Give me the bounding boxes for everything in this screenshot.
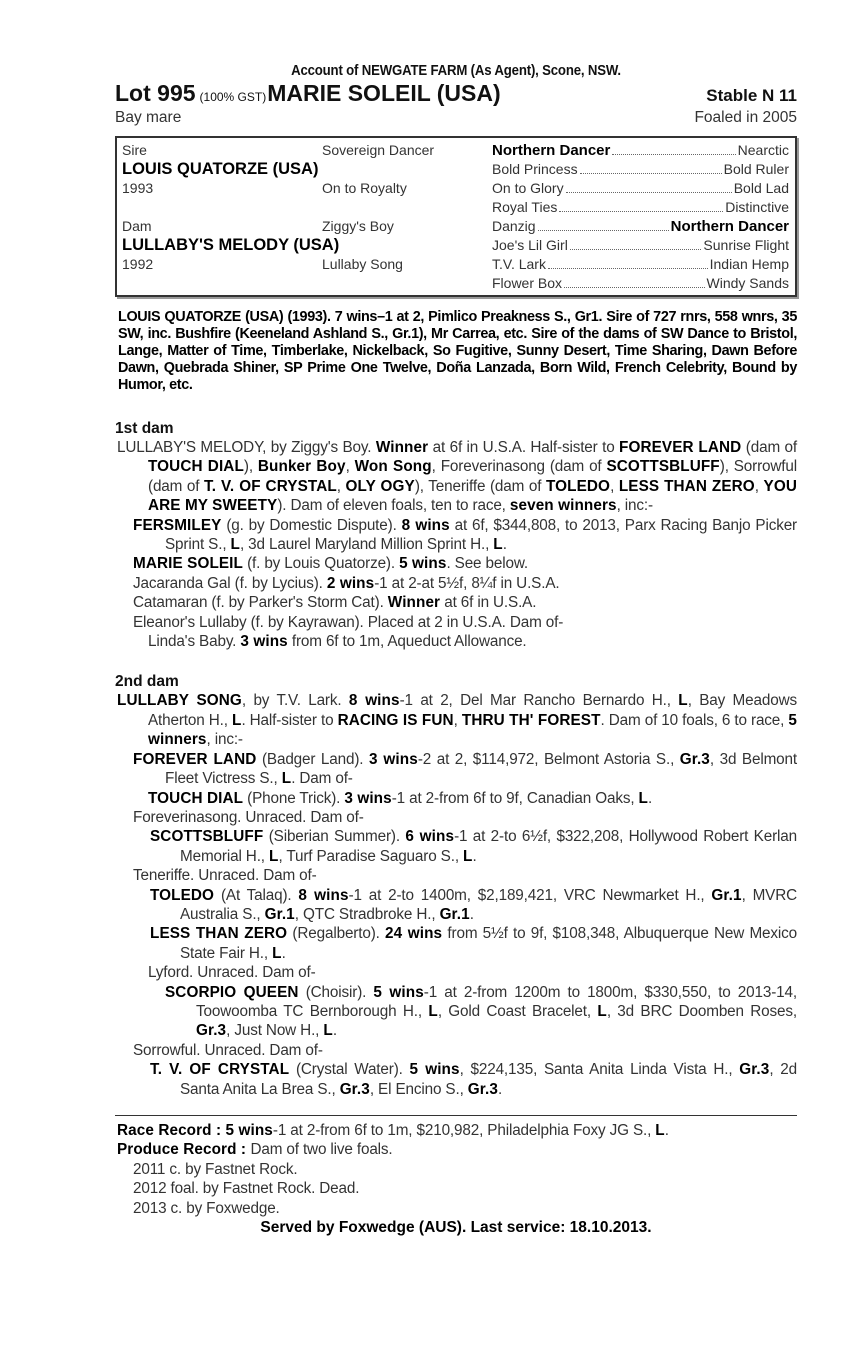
ancestor-row <box>492 274 789 293</box>
bold-run: 5 wins <box>225 1122 273 1139</box>
text-run: . <box>332 1022 337 1040</box>
bold-run: 5 wins <box>399 555 447 573</box>
foaled-year: Foaled in 2005 <box>694 109 797 126</box>
bold-run: LESS THAN ZERO <box>618 477 755 495</box>
ancestor-sire: Bold Lad <box>733 180 789 196</box>
bold-run: 8 wins <box>348 692 400 710</box>
text-run: -1 at 2-from 6f to 1m, $210,982, Philadelphia Foxy JG S., <box>272 1122 656 1139</box>
text-paragraph <box>115 438 797 516</box>
bold-run: Winner <box>375 439 429 456</box>
text-run: (Choisir). <box>298 983 374 1001</box>
bold-run: L <box>428 1002 438 1020</box>
text-run: Eleanor's Lullaby (f. by Kayrawan). Placed at 2 in U.S.A. Dam of- <box>133 613 564 631</box>
text-run: . <box>469 905 474 923</box>
bold-run: L <box>678 692 688 710</box>
text-paragraph <box>115 808 797 827</box>
text-run: (Siberian Summer). <box>263 828 406 846</box>
text-run: . See below. <box>446 555 528 573</box>
bold-run: MARIE SOLEIL <box>133 555 243 573</box>
pedigree-ancestors <box>492 141 789 293</box>
text-run: (f. by Louis Quatorze). <box>242 555 400 573</box>
lot-number: Lot 995 <box>115 80 196 106</box>
pedigree-row <box>122 217 492 236</box>
text-paragraph <box>115 574 797 593</box>
dot-leader <box>612 141 735 155</box>
pedigree-label <box>122 198 322 217</box>
bold-run: TOLEDO <box>150 886 215 904</box>
text-run: , 3d Belmont Fleet Victress S., <box>165 750 797 788</box>
bold-run: L <box>269 847 279 865</box>
bold-run: 3 wins <box>240 633 288 651</box>
pedigree-row <box>122 198 492 217</box>
bold-run: SCOTTSBLUFF <box>606 458 720 476</box>
text-paragraph <box>115 1199 797 1218</box>
bold-run: 5 wins <box>409 1061 460 1079</box>
ancestor-sire: Sunrise Flight <box>703 237 789 253</box>
bold-run: T. V. OF CRYSTAL <box>150 1061 290 1079</box>
text-run: Dam of two live foals. <box>250 1141 393 1159</box>
vendor-account: Account of NEWGATE FARM (As Agent), Scone, NSW. <box>291 62 621 79</box>
dot-leader <box>580 160 722 174</box>
ancestor: Danzig <box>492 218 536 234</box>
text-run: -1 at 2-from 1200m to 1800m, $330,550, to 2013-14, Toowoomba TC Bernborough H., <box>196 983 797 1020</box>
text-run: (Regalberto). <box>287 925 386 943</box>
text-paragraph <box>115 1121 797 1140</box>
bold-run: Gr.3 <box>467 1080 498 1098</box>
bold-run: 6 wins <box>405 828 455 846</box>
text-run: , <box>453 711 462 729</box>
bold-run: L <box>493 536 503 554</box>
text-run: (dam of <box>741 439 797 456</box>
text-run: , 3d Laurel Maryland Million Sprint H., <box>239 536 494 554</box>
bold-run: 5 winners <box>148 711 797 749</box>
text-run: -1 at 2-to 1400m, $2,189,421, VRC Newmarket H., <box>348 886 712 904</box>
ancestor-row <box>492 160 789 179</box>
text-paragraph <box>115 866 797 885</box>
text-run: Linda's Baby. <box>148 633 241 651</box>
bold-run: L <box>597 1002 607 1020</box>
bold-run: Gr.1 <box>711 886 742 904</box>
text-run: -2 at 2, $114,972, Belmont Astoria S., <box>417 750 680 768</box>
bold-run: 3 wins <box>344 789 392 807</box>
text-run: , inc:- <box>616 497 653 515</box>
text-run: , QTC Stradbroke H., <box>294 905 440 923</box>
catalogue-page <box>115 62 797 1237</box>
bold-run: L <box>272 944 282 962</box>
text-paragraph <box>115 1160 797 1179</box>
text-run: Foreverinasong. Unraced. Dam of- <box>133 808 364 826</box>
ancestor-sire: Distinctive <box>725 199 789 215</box>
ancestor-row <box>492 141 789 160</box>
text-run: . <box>472 847 477 865</box>
bold-run: THRU TH' FOREST <box>461 711 601 729</box>
text-run: . Dam of- <box>291 770 353 788</box>
bold-run: T. V. OF CRYSTAL <box>204 477 337 495</box>
pedigree-row <box>122 179 492 198</box>
bold-run: SCORPIO QUEEN <box>165 983 299 1001</box>
pedigree-row <box>122 274 492 293</box>
dot-leader <box>570 236 702 250</box>
bold-run: L <box>655 1122 665 1139</box>
text-paragraph <box>115 1140 797 1159</box>
ancestor: Joe's Lil Girl <box>492 237 568 253</box>
text-paragraph <box>115 1041 797 1060</box>
bold-run: Gr.3 <box>339 1080 370 1098</box>
ancestor-row <box>492 198 789 217</box>
text-run: ), Teneriffe (dam of <box>414 477 546 495</box>
text-run: 2011 c. by Fastnet Rock. <box>133 1160 298 1178</box>
text-run: , inc:- <box>206 731 243 749</box>
ancestor-sire: Nearctic <box>737 142 789 158</box>
bold-run: LESS THAN ZERO <box>150 925 288 943</box>
text-run: (g. by Domestic Dispute). <box>221 516 402 534</box>
text-paragraph <box>115 1179 797 1198</box>
ancestor-row <box>492 179 789 198</box>
bold-run: 24 wins <box>385 925 443 943</box>
records-section <box>115 1121 797 1218</box>
text-paragraph <box>115 632 797 651</box>
text-run: (Crystal Water). <box>289 1061 410 1079</box>
bold-run: 8 wins <box>401 516 450 534</box>
first-dam-section <box>115 438 797 651</box>
text-paragraph <box>115 886 797 925</box>
pedigree-table <box>115 136 797 297</box>
text-run: ), Sorrowful (dam of <box>148 458 798 495</box>
served-note: Served by Foxwedge (AUS). Last service: 18.10.2013. <box>260 1219 652 1237</box>
bold-run: FOREVER LAND <box>619 439 742 456</box>
horse-details <box>115 109 797 127</box>
bold-run: TOLEDO <box>546 477 611 495</box>
text-run: ), <box>243 458 258 476</box>
text-run: , by T.V. Lark. <box>241 692 349 710</box>
text-run: Catamaran (f. by Parker's Storm Cat). <box>133 594 388 612</box>
bold-run: OLY OGY <box>345 477 415 495</box>
text-run: . Dam of 10 foals, 6 to race, <box>600 711 789 729</box>
pedigree-row <box>122 160 492 179</box>
text-run: LULLABY'S MELODY, by Ziggy's Boy. <box>117 439 376 456</box>
dot-leader <box>566 179 732 193</box>
bold-run: Race Record : <box>117 1122 226 1139</box>
bold-run: LULLABY SONG <box>117 692 242 710</box>
text-paragraph <box>115 983 797 1041</box>
pedigree-label: Dam <box>122 218 152 234</box>
text-paragraph <box>115 1060 797 1099</box>
ancestor: Royal Ties <box>492 199 558 215</box>
bold-run: 8 wins <box>298 886 349 904</box>
dot-leader <box>559 198 723 212</box>
text-run: Jacaranda Gal (f. by Lycius). <box>133 574 327 592</box>
text-run: . <box>497 1080 503 1098</box>
text-run: at 6f, $344,808, to 2013, Parx Racing Banjo Picker Sprint S., <box>165 516 797 554</box>
text-run: , El Encino S., <box>369 1080 468 1098</box>
bold-run: Winner <box>387 594 441 612</box>
ancestor: Bold Princess <box>492 161 578 177</box>
text-run: . <box>664 1122 669 1139</box>
bold-run: Gr.3 <box>196 1022 227 1040</box>
second-dam-heading: 2nd dam <box>115 673 179 691</box>
bold-run: Gr.3 <box>679 750 710 768</box>
bold-run: Gr.1 <box>439 905 470 923</box>
text-paragraph <box>115 516 797 555</box>
text-paragraph <box>115 593 797 612</box>
divider <box>115 1115 797 1116</box>
ancestor: Northern Dancer <box>492 142 611 159</box>
sire-summary: LOUIS QUATORZE (USA) (1993). 7 wins–1 at 2, Pimlico Preakness S., Gr1. Sire of 727 rnrs, 558 wnrs, 35 SW, inc. Bushfire (Keeneland Ashland S., Gr.1), Mr Carrea, etc. Sire of the dams of SW Dance to Bristol, Lange, Matter of Time, Timberlake, Nickelback, So Fugitive, Sunny Desert, Time Sharing, Dawn Before Dawn, Quebrada Shiner, SP Prime One Twelve, Doña Lanzada, Born Wild, French Celebrity, Bound by Humor, etc. <box>118 309 797 393</box>
text-run: , Just Now H., <box>226 1022 324 1040</box>
bold-run: Won Song <box>354 458 432 476</box>
pedigree-label: LOUIS QUATORZE (USA) <box>122 160 319 178</box>
text-run: . <box>648 789 653 807</box>
text-run: , Gold Coast Bracelet, <box>437 1002 598 1020</box>
text-run: -1 at 2, Del Mar Rancho Bernardo H., <box>399 692 679 710</box>
ancestor-row <box>492 217 789 236</box>
bold-run: L <box>231 711 242 729</box>
text-run: , <box>345 458 355 476</box>
bold-run: Gr.3 <box>739 1061 770 1079</box>
bold-run: L <box>638 789 648 807</box>
text-run: , <box>610 477 619 495</box>
pedigree-label: 1993 <box>122 180 154 196</box>
text-run: at 6f in U.S.A. Half-sister to <box>428 439 620 456</box>
lot-line <box>115 80 797 108</box>
text-run: -1 at 2-at 5½f, 8¼f in U.S.A. <box>374 574 560 592</box>
text-run: , <box>754 477 764 495</box>
bold-run: L <box>281 770 292 788</box>
text-run: Sorrowful. Unraced. Dam of- <box>133 1041 323 1059</box>
dot-leader <box>538 217 669 231</box>
text-run: (Phone Trick). <box>243 789 345 807</box>
bold-run: FERSMILEY <box>133 516 222 534</box>
text-run: , <box>336 477 346 495</box>
horse-name: MARIE SOLEIL (USA) <box>267 80 501 106</box>
text-run: , 3d BRC Doomben Roses, <box>606 1002 797 1020</box>
bold-run: L <box>230 536 240 554</box>
text-run: . Half-sister to <box>241 711 338 729</box>
pedigree-row <box>122 141 492 160</box>
bold-run: Gr.1 <box>264 905 295 923</box>
pedigree-label: Sire <box>122 142 147 158</box>
ancestor-sire: Bold Ruler <box>723 161 789 177</box>
pedigree-label: LULLABY'S MELODY (USA) <box>122 236 340 254</box>
bold-run: 2 wins <box>326 574 375 592</box>
ancestor-sire: Indian Hemp <box>709 256 789 272</box>
first-dam-heading: 1st dam <box>115 420 174 437</box>
pedigree-row <box>122 255 492 274</box>
text-paragraph <box>115 789 797 808</box>
text-run: ). Dam of eleven foals, ten to race, <box>277 497 510 515</box>
text-run: 2012 foal. by Fastnet Rock. Dead. <box>133 1180 360 1198</box>
bold-run: L <box>323 1022 333 1040</box>
bold-run: L <box>463 847 473 865</box>
ancestor-row <box>492 255 789 274</box>
text-paragraph <box>115 554 797 573</box>
pedigree-grandparent: Ziggy's Boy <box>322 218 394 234</box>
text-paragraph <box>115 613 797 632</box>
bold-run: Produce Record : <box>117 1141 251 1159</box>
text-paragraph <box>115 827 797 866</box>
text-run: , $224,135, Santa Anita Linda Vista H., <box>459 1061 740 1079</box>
second-dam-section <box>115 691 797 1099</box>
pedigree-label: 1992 <box>122 256 154 272</box>
text-run: from 5½f to 9f, $108,348, Albuquerque New Mexico State Fair H., <box>180 925 797 962</box>
text-run: . <box>502 536 507 554</box>
bold-run: 3 wins <box>368 750 418 768</box>
text-run: -1 at 2-to 6½f, $322,208, Hollywood Robert Kerlan Memorial H., <box>180 828 798 865</box>
bold-run: TOUCH DIAL <box>148 789 244 807</box>
text-run: , Foreverinasong (dam of <box>431 458 607 476</box>
ancestor: On to Glory <box>492 180 564 196</box>
bold-run: SCOTTSBLUFF <box>150 828 264 846</box>
text-paragraph <box>115 963 797 982</box>
text-run: 2013 c. by Foxwedge. <box>133 1199 280 1217</box>
bold-run: 5 wins <box>373 983 424 1001</box>
pedigree-grandparent: Lullaby Song <box>322 256 403 272</box>
text-run: , MVRC Australia S., <box>180 886 798 923</box>
text-run: Teneriffe. Unraced. Dam of- <box>133 867 317 885</box>
text-paragraph <box>115 924 797 963</box>
ancestor-sire: Northern Dancer <box>670 218 789 235</box>
bold-run: Bunker Boy <box>257 458 346 476</box>
ancestor-row <box>492 236 789 255</box>
ancestor: T.V. Lark <box>492 256 546 272</box>
bold-run: TOUCH DIAL <box>148 458 244 476</box>
pedigree-parents <box>122 141 492 293</box>
gst-note: (100% GST) <box>199 90 267 104</box>
text-paragraph <box>115 750 797 789</box>
pedigree-row <box>122 236 492 255</box>
text-run: , Bay Meadows Atherton H., <box>148 692 797 729</box>
bold-run: seven winners <box>509 497 617 515</box>
ancestor: Flower Box <box>492 275 563 291</box>
bold-run: FOREVER LAND <box>133 750 257 768</box>
text-run: from 6f to 1m, Aqueduct Allowance. <box>287 633 527 651</box>
colour-sex: Bay mare <box>115 109 182 126</box>
bold-run: YOU ARE MY SWEETY <box>148 477 797 515</box>
pedigree-grandparent: On to Royalty <box>322 180 407 196</box>
text-run: (At Talaq). <box>214 886 299 904</box>
pedigree-label <box>122 274 322 293</box>
text-run: Lyford. Unraced. Dam of- <box>148 964 316 982</box>
text-run: at 6f in U.S.A. <box>440 594 537 612</box>
text-run: , Turf Paradise Saguaro S., <box>278 847 464 865</box>
text-run: . <box>281 944 286 962</box>
pedigree-grandparent: Sovereign Dancer <box>322 142 435 158</box>
dot-leader <box>548 255 708 269</box>
text-paragraph <box>115 691 797 749</box>
text-run: , 2d Santa Anita La Brea S., <box>180 1061 797 1098</box>
text-run: (Badger Land). <box>256 750 369 768</box>
stable-location: Stable N 11 <box>706 86 797 105</box>
bold-run: RACING IS FUN <box>337 711 454 729</box>
ancestor-sire: Windy Sands <box>706 275 789 291</box>
dot-leader <box>564 274 704 288</box>
text-run: -1 at 2-from 6f to 9f, Canadian Oaks, <box>391 789 639 807</box>
